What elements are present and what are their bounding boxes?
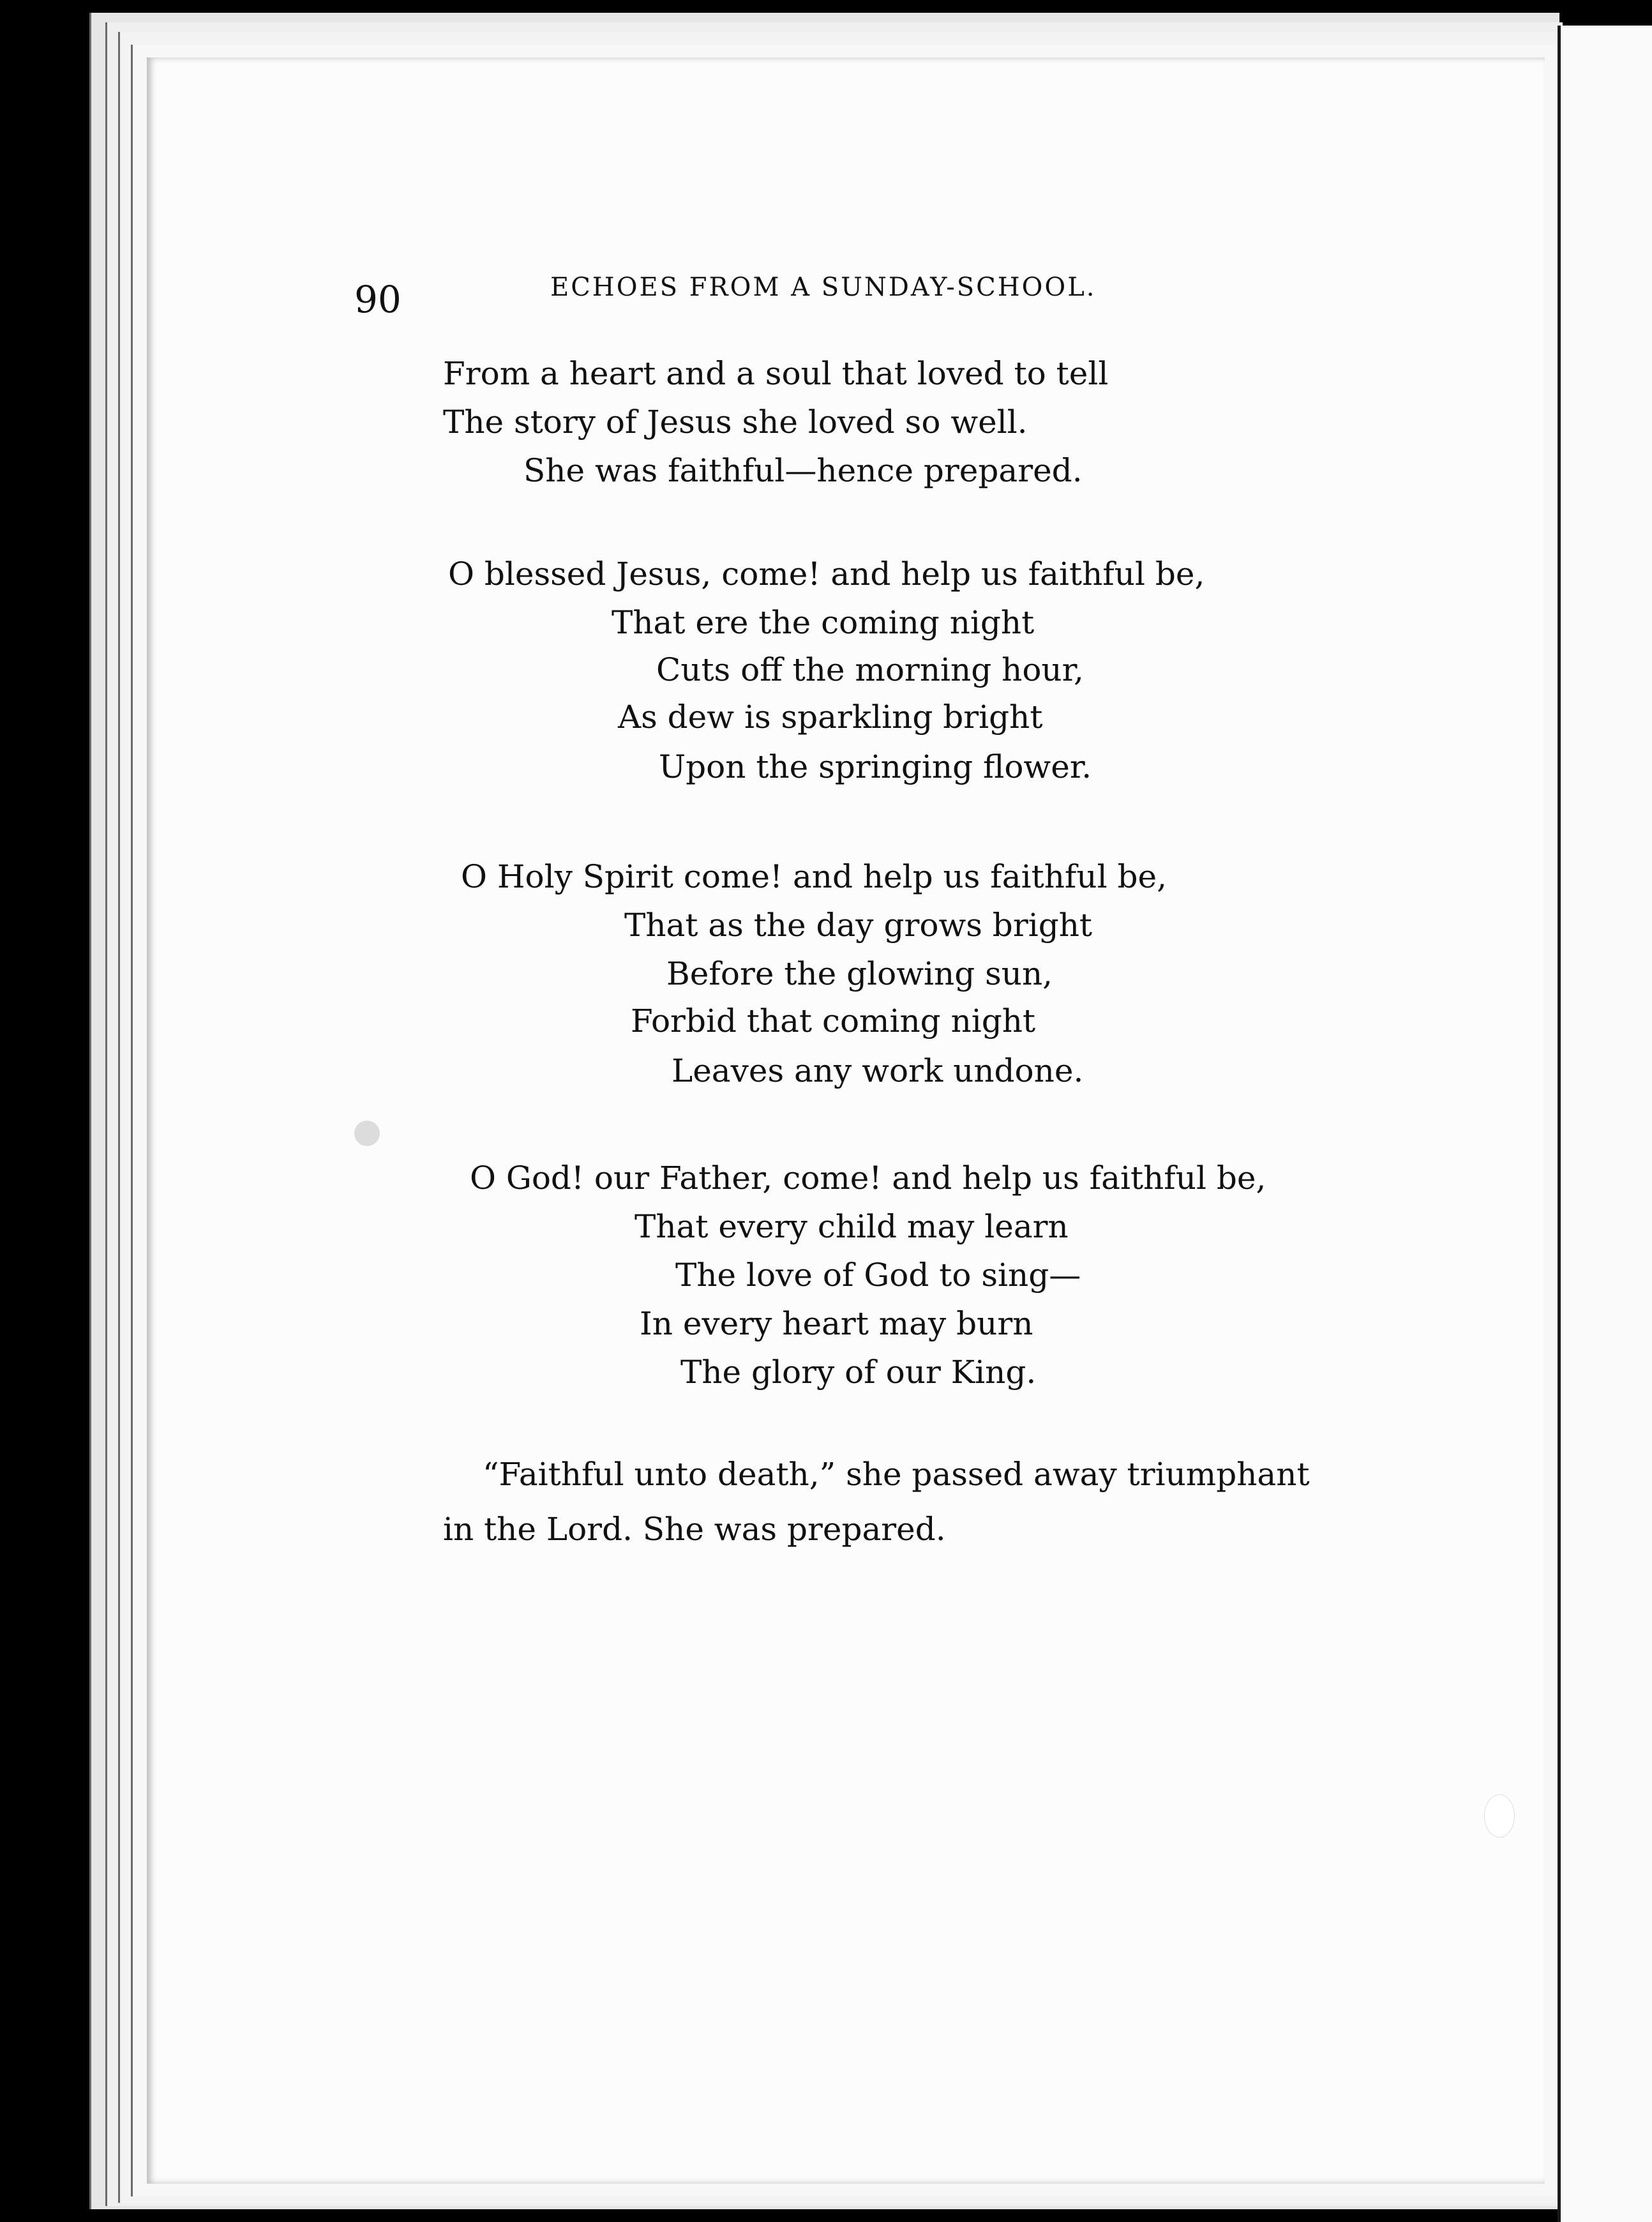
running-title: ECHOES FROM A SUNDAY-SCHOOL. [550, 273, 1097, 302]
poem-line: Upon the springing flower. [659, 748, 1092, 785]
poem-line: O blessed Jesus, come! and help us faithful be, [448, 556, 1205, 593]
scan-speck [1484, 1794, 1515, 1838]
poem-line: Before the glowing sun, [666, 955, 1053, 992]
poem-line: O God! our Father, come! and help us faithful be, [470, 1160, 1266, 1197]
poem-line: As dew is sparkling bright [618, 699, 1043, 736]
poem-line: The glory of our King. [680, 1354, 1037, 1391]
closing-line: “Faithful unto death,” she passed away triumphant [483, 1456, 1310, 1493]
poem-line: That as the day grows bright [624, 907, 1093, 944]
scan-speck [354, 1121, 380, 1146]
poem-line: O Holy Spirit come! and help us faithful be, [461, 858, 1167, 895]
page-number: 90 [354, 278, 402, 321]
poem-line: That ere the coming night [612, 604, 1035, 641]
poem-line: The story of Jesus she loved so well. [443, 404, 1028, 441]
poem-line: From a heart and a soul that loved to tell [443, 355, 1109, 392]
poem-line: Cuts off the morning hour, [656, 651, 1084, 688]
poem-line: That every child may learn [635, 1208, 1069, 1245]
facing-page-edge [1558, 26, 1652, 2222]
poem-line: The love of God to sing— [675, 1257, 1081, 1294]
closing-line: in the Lord. She was prepared. [443, 1511, 946, 1548]
poem-line: Leaves any work undone. [672, 1052, 1084, 1089]
poem-line: In every heart may burn [640, 1305, 1033, 1342]
poem-line: Forbid that coming night [631, 1002, 1036, 1039]
poem-line: She was faithful—hence prepared. [523, 452, 1083, 489]
